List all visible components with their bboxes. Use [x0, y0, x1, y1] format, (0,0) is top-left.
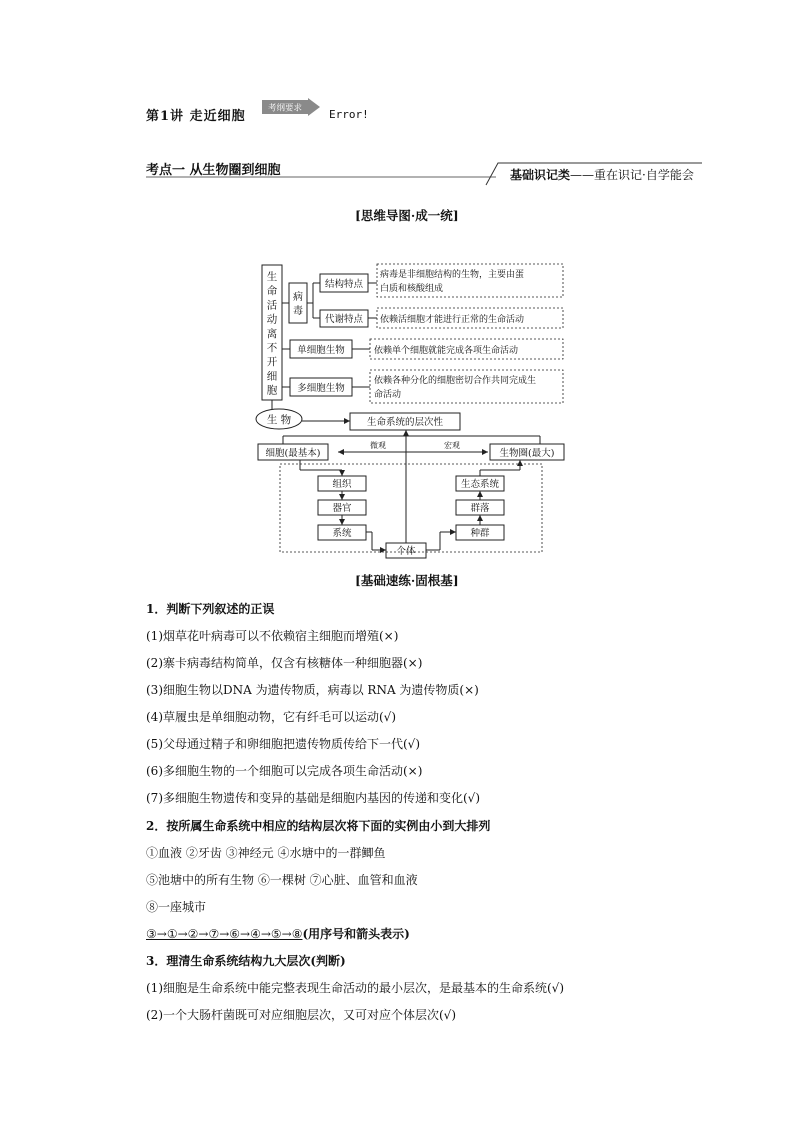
q1-title: 1．判断下列叙述的正误	[146, 602, 275, 616]
levels-dashed-frame	[280, 464, 542, 552]
q3-title: 3．理清生命系统结构九大层次(判断)	[146, 954, 346, 968]
individual-label: 个体	[396, 546, 416, 557]
q3-item: (2)一个大肠杆菌既可对应细胞层次，又可对应个体层次(√)	[146, 1008, 457, 1022]
error-text: Error!	[329, 108, 369, 121]
q2-answer: ③→①→②→⑦→⑥→④→⑤→⑧	[146, 927, 303, 941]
q2-answer-note: (用序号和箭头表示)	[302, 927, 410, 941]
population-label: 种群	[470, 528, 490, 539]
practice-heading: [基础速练·固根基]	[355, 573, 459, 588]
community-label: 群落	[470, 503, 490, 514]
syllabus-tag-arrow	[262, 98, 320, 116]
cell-label: 细胞(最基本)	[265, 448, 321, 459]
q1-item: (7)多细胞生物遗传和变异的基础是细胞内基因的传递和变化(√)	[146, 791, 481, 805]
mindmap-diagram	[250, 258, 580, 560]
organism-label: 生 物	[266, 414, 292, 426]
biosphere-label: 生物圈(最大)	[499, 448, 555, 459]
structure-label: 结构特点	[324, 279, 364, 290]
q2-line: ⑧一座城市	[146, 900, 207, 914]
q1-item: (5)父母通过精子和卵细胞把遗传物质传给下一代(√)	[146, 737, 421, 751]
tissue-label: 组织	[332, 479, 352, 490]
levels-label: 生命系统的层次性	[366, 417, 444, 428]
unicellular-desc: 依赖单个细胞就能完成各项生命活动	[374, 346, 519, 356]
q1-item: (4)草履虫是单细胞动物，它有纤毛可以运动(√)	[146, 710, 397, 724]
section-title: 考点一 从生物圈到细胞	[146, 163, 281, 178]
multicellular-desc-line2: 命活动	[374, 390, 402, 400]
q1-item: (3)细胞生物以DNA 为遗传物质，病毒以 RNA 为遗传物质(×)	[146, 683, 479, 697]
organ-label: 器官	[332, 503, 352, 514]
system-label: 系统	[332, 528, 352, 539]
section-tag	[510, 166, 694, 183]
multicellular-desc-line1: 依赖各种分化的细胞密切合作共同完成生	[374, 376, 537, 386]
mindmap-heading: [思维导图·成一统]	[355, 208, 459, 223]
q2-line: ⑤池塘中的所有生物 ⑥一棵树 ⑦心脏、血管和血液	[146, 873, 418, 887]
structure-desc-line2: 白质和核酸组成	[380, 284, 444, 294]
syllabus-tag-label: 考纲要求	[267, 103, 303, 114]
root-vertical-label: 生命活动离不开细胞	[266, 271, 278, 397]
virus-char-2: 毒	[293, 306, 303, 317]
virus-box	[289, 283, 307, 323]
lesson-title: 第1讲 走近细胞	[146, 109, 246, 124]
q1-item: (1)烟草花叶病毒可以不依赖宿主细胞而增殖(×)	[146, 629, 399, 643]
virus-char-1: 病	[293, 292, 303, 303]
macro-label: 宏观	[444, 441, 460, 450]
q2-title: 2．按所属生命系统中相应的结构层次将下面的实例由小到大排列	[146, 819, 491, 833]
q3-item: (1)细胞是生命系统中能完整表现生命活动的最小层次，是最基本的生命系统(√)	[146, 981, 565, 995]
metabolism-desc: 依赖活细胞才能进行正常的生命活动	[380, 315, 525, 325]
multicellular-label: 多细胞生物	[297, 383, 345, 394]
micro-label: 微观	[370, 441, 386, 450]
q2-answer-line	[146, 925, 410, 942]
section-tag-sub: ——重在识记·自学能会	[570, 168, 694, 182]
root-text	[267, 270, 278, 397]
q1-item: (6)多细胞生物的一个细胞可以完成各项生命活动(×)	[146, 764, 423, 778]
ecosystem-label: 生态系统	[460, 479, 500, 490]
q1-item: (2)寨卡病毒结构简单，仅含有核糖体一种细胞器(×)	[146, 656, 423, 670]
unicellular-label: 单细胞生物	[297, 345, 345, 356]
section-tag-main: 基础识记类	[510, 168, 571, 182]
metabolism-label: 代谢特点	[324, 314, 364, 325]
q2-line: ①血液 ②牙齿 ③神经元 ④水塘中的一群鲫鱼	[146, 846, 386, 860]
structure-desc-line1: 病毒是非细胞结构的生物，主要由蛋	[380, 270, 525, 280]
